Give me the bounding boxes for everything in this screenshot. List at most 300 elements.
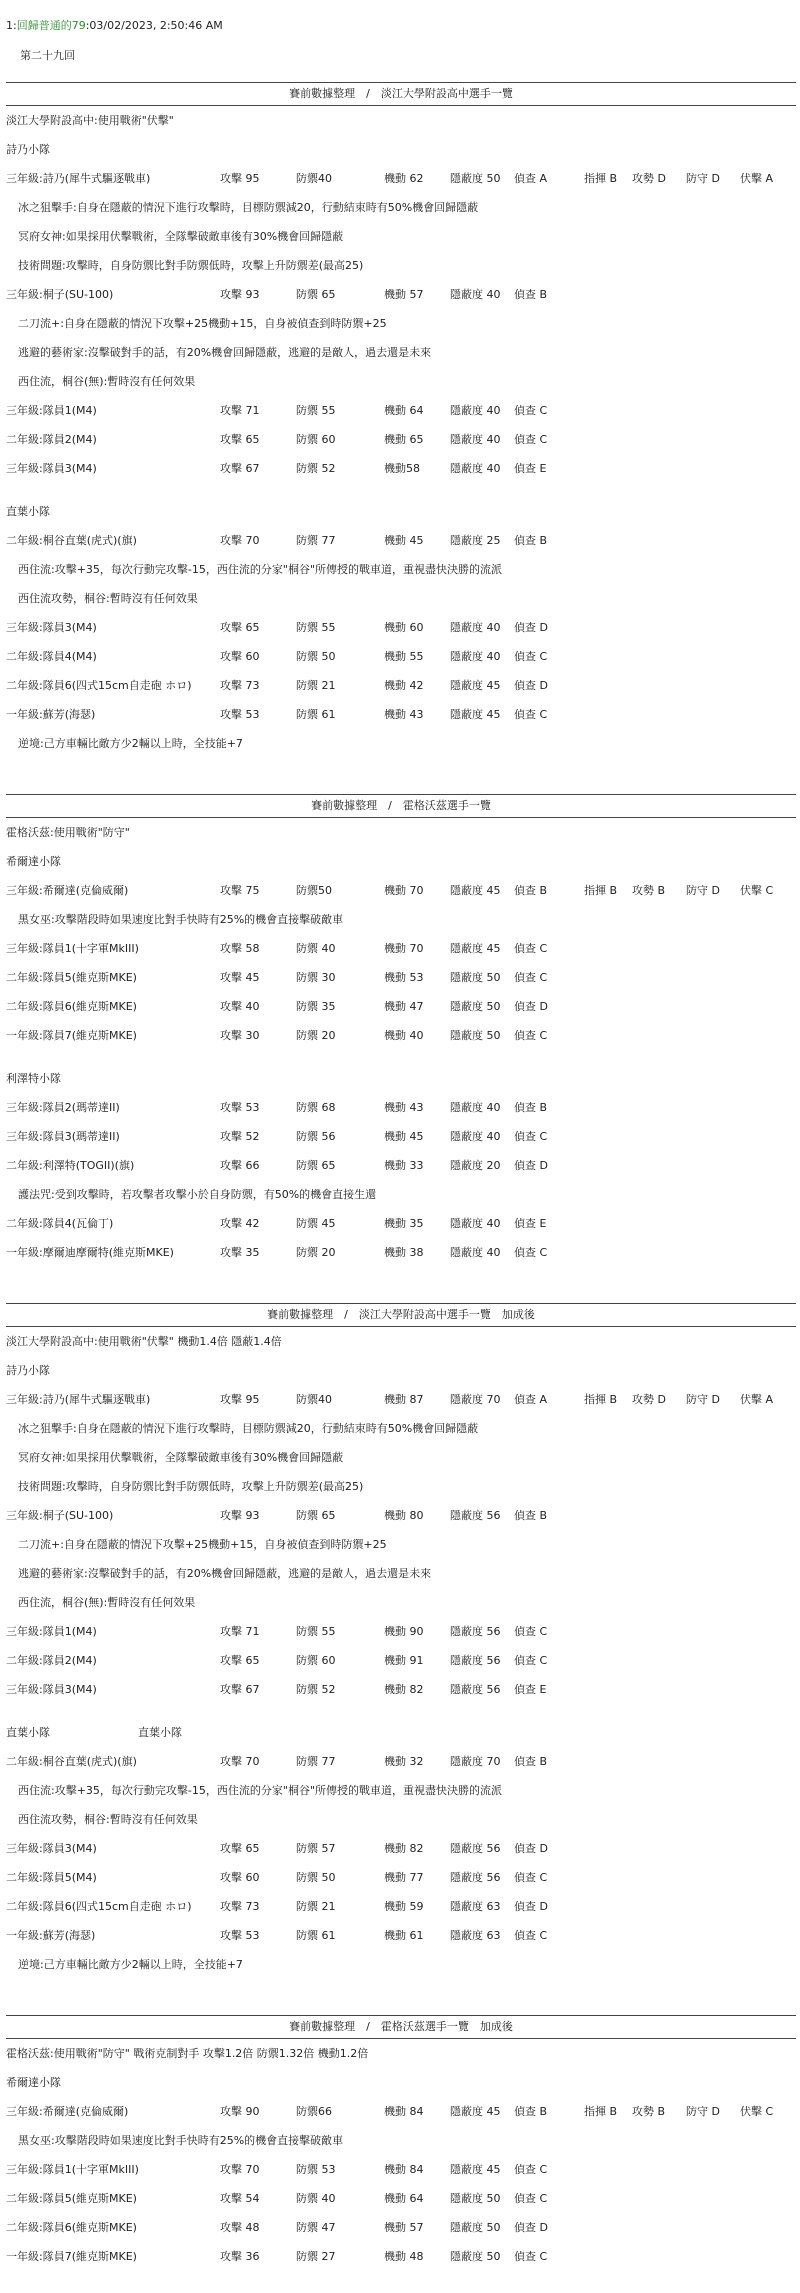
- stat-cell: 攻勢 B: [632, 884, 666, 897]
- stat-cell: 防禦 50: [296, 650, 336, 663]
- member-row: [6, 425, 796, 454]
- stat-cell: 偵查 B: [514, 884, 548, 897]
- member-name: 三年級:隊員1(十字軍MkIII): [6, 2163, 139, 2176]
- stat-cell: 攻擊 95: [220, 1393, 260, 1406]
- stat-cell: 防禦 77: [296, 1755, 336, 1768]
- member-row: [6, 526, 796, 555]
- squad-name: 詩乃小隊: [6, 143, 50, 156]
- stat-cell: 隱蔽度 45: [450, 708, 501, 721]
- stat-cell: 隱蔽度 50: [450, 1000, 501, 1013]
- stat-cell: 防禦 56: [296, 1130, 336, 1143]
- tactic-line: 霍格沃茲:使用戰術"防守": [6, 826, 130, 839]
- squad-name: 希爾達小隊: [6, 2076, 61, 2089]
- stat-cell: 防禦 27: [296, 2250, 336, 2263]
- member-name: 二年級:隊員6(四式15cm自走砲 ホロ): [6, 1900, 192, 1913]
- stat-cell: 隱蔽度 50: [450, 172, 501, 185]
- stat-cell: 攻擊 60: [220, 1871, 260, 1884]
- stat-cell: 機動 82: [384, 1842, 424, 1855]
- stat-cell: 偵查 B: [514, 1101, 548, 1114]
- stat-cell: 防禦 65: [296, 288, 336, 301]
- member-row: [6, 700, 796, 729]
- stat-cell: 偵查 C: [514, 971, 548, 984]
- member-name: 三年級:詩乃(犀牛式驅逐戰車): [6, 1393, 151, 1406]
- member-name: 三年級:隊員1(M4): [6, 404, 97, 417]
- stat-cell: 偵查 B: [514, 534, 548, 547]
- stat-cell: 機動 60: [384, 621, 424, 634]
- member-name: 三年級:詩乃(犀牛式驅逐戰車): [6, 172, 151, 185]
- stat-cell: 機動 43: [384, 708, 424, 721]
- stat-cell: 隱蔽度 20: [450, 1159, 501, 1172]
- tactic-line: 淡江大學附設高中:使用戰術"伏擊": [6, 114, 174, 127]
- stat-cell: 隱蔽度 50: [450, 2250, 501, 2263]
- stat-cell: 防禦 30: [296, 971, 336, 984]
- member-row: [6, 671, 796, 700]
- skill-note: 二刀流+:自身在隱蔽的情況下攻擊+25機動+15，自身被偵查到時防禦+25: [18, 317, 387, 330]
- member-name: 三年級:隊員3(M4): [6, 1683, 97, 1696]
- stat-cell: 防守 D: [686, 172, 720, 185]
- stat-cell: 隱蔽度 40: [450, 1217, 501, 1230]
- member-name: 三年級:隊員2(瑪蒂達II): [6, 1101, 120, 1114]
- stat-cell: 隱蔽度 63: [450, 1900, 501, 1913]
- member-name: 一年級:蘇芳(海瑟): [6, 1929, 96, 1942]
- stat-cell: 偵查 D: [514, 621, 548, 634]
- section-title: 賽前數據整理 / 淡江大學附設高中選手一覽: [6, 82, 796, 106]
- stat-cell: 機動 42: [384, 679, 424, 692]
- member-name: 三年級:隊員1(M4): [6, 1625, 97, 1638]
- member-row: [6, 1617, 796, 1646]
- stat-cell: 偵查 C: [514, 942, 548, 955]
- stat-cell: 偵查 D: [514, 1900, 548, 1913]
- member-name: 三年級:隊員3(瑪蒂達II): [6, 1130, 120, 1143]
- member-row: [6, 1209, 796, 1238]
- stat-cell: 防禦 52: [296, 462, 336, 475]
- stat-cell: 偵查 D: [514, 679, 548, 692]
- skill-note: 技術問題:攻擊時，自身防禦比對手防禦低時，攻擊上升防禦差(最高25): [18, 259, 364, 272]
- stat-cell: 伏擊 C: [740, 884, 774, 897]
- stat-cell: 機動 70: [384, 884, 424, 897]
- stat-cell: 隱蔽度 63: [450, 1929, 501, 1942]
- stat-cell: 偵查 A: [514, 172, 548, 185]
- stat-cell: 防禦 68: [296, 1101, 336, 1114]
- skill-note: 護法咒:受到攻擊時，若攻擊者攻擊小於自身防禦，有50%的機會直接生還: [18, 1188, 377, 1201]
- stat-cell: 隱蔽度 40: [450, 404, 501, 417]
- stat-cell: 攻擊 65: [220, 1654, 260, 1667]
- stat-cell: 攻擊 67: [220, 462, 260, 475]
- stat-cell: 隱蔽度 45: [450, 2163, 501, 2176]
- stat-cell: 機動 33: [384, 1159, 424, 1172]
- stat-cell: 機動 80: [384, 1509, 424, 1522]
- stat-cell: 攻擊 67: [220, 1683, 260, 1696]
- stat-cell: 隱蔽度 56: [450, 1871, 501, 1884]
- member-row: [6, 1122, 796, 1151]
- stat-cell: 攻擊 40: [220, 1000, 260, 1013]
- stat-cell: 伏擊 A: [740, 172, 774, 185]
- member-name: 二年級:隊員4(M4): [6, 650, 97, 663]
- stat-cell: 機動 59: [384, 1900, 424, 1913]
- stat-cell: 防禦 61: [296, 708, 336, 721]
- stat-cell: 隱蔽度 40: [450, 1101, 501, 1114]
- member-row: [6, 454, 796, 483]
- stat-cell: 機動 35: [384, 1217, 424, 1230]
- stat-cell: 防禦 50: [296, 1871, 336, 1884]
- stat-cell: 偵查 E: [514, 1683, 547, 1696]
- member-name: 二年級:隊員2(M4): [6, 433, 97, 446]
- stat-cell: 伏擊 C: [740, 2105, 774, 2118]
- stat-cell: 隱蔽度 56: [450, 1625, 501, 1638]
- stat-cell: 伏擊 A: [740, 1393, 774, 1406]
- member-name: 二年級:隊員4(瓦倫丁): [6, 1217, 114, 1230]
- stat-cell: 攻擊 90: [220, 2105, 260, 2118]
- stat-cell: 攻勢 D: [632, 1393, 666, 1406]
- skill-note: 黑女巫:攻擊階段時如果速度比對手快時有25%的機會直接擊破敵車: [18, 2134, 344, 2147]
- member-name: 三年級:希爾達(克倫威爾): [6, 2105, 129, 2118]
- stat-cell: 攻擊 35: [220, 1246, 260, 1259]
- member-row: [6, 963, 796, 992]
- stat-cell: 機動 90: [384, 1625, 424, 1638]
- stat-cell: 防禦 20: [296, 1246, 336, 1259]
- member-name: 二年級:隊員6(維克斯MKE): [6, 1000, 137, 1013]
- member-name: 一年級:蘇芳(海瑟): [6, 708, 96, 721]
- stat-cell: 機動 64: [384, 2192, 424, 2205]
- post-datetime: :03/02/2023, 2:50:46 AM: [85, 19, 223, 32]
- stat-cell: 機動 87: [384, 1393, 424, 1406]
- member-name: 三年級:桐子(SU-100): [6, 288, 114, 301]
- stat-cell: 隱蔽度 25: [450, 534, 501, 547]
- skill-note: 逆境:己方車輛比敵方少2輛以上時，全技能+7: [18, 1958, 243, 1971]
- member-name: 二年級:隊員2(M4): [6, 1654, 97, 1667]
- member-row: [6, 1675, 796, 1704]
- stat-cell: 偵查 C: [514, 1246, 548, 1259]
- tactic-line: 淡江大學附設高中:使用戰術"伏擊" 機動1.4倍 隱蔽1.4倍: [6, 1335, 282, 1348]
- stat-cell: 攻擊 71: [220, 404, 260, 417]
- stat-cell: 攻擊 73: [220, 1900, 260, 1913]
- stat-cell: 隱蔽度 50: [450, 971, 501, 984]
- stat-cell: 防禦40: [296, 1393, 332, 1406]
- member-name: 一年級:隊員7(維克斯MKE): [6, 1029, 137, 1042]
- stat-cell: 偵查 C: [514, 433, 548, 446]
- member-row: [6, 164, 796, 193]
- stat-cell: 防禦 21: [296, 679, 336, 692]
- skill-note: 西住流，桐谷(無):暫時沒有任何效果: [18, 375, 196, 388]
- stat-cell: 機動 45: [384, 1130, 424, 1143]
- stat-cell: 偵查 D: [514, 1159, 548, 1172]
- chapter-title: 第二十九回: [20, 49, 75, 62]
- stat-cell: 偵查 C: [514, 650, 548, 663]
- stat-cell: 隱蔽度 40: [450, 433, 501, 446]
- skill-note: 逆境:己方車輛比敵方少2輛以上時，全技能+7: [18, 737, 243, 750]
- stat-cell: 隱蔽度 40: [450, 1130, 501, 1143]
- stat-cell: 機動58: [384, 462, 420, 475]
- stat-cell: 攻擊 53: [220, 1929, 260, 1942]
- stat-cell: 隱蔽度 40: [450, 288, 501, 301]
- member-name: 二年級:桐谷直葉(虎式)(旗): [6, 534, 137, 547]
- stat-cell: 攻擊 71: [220, 1625, 260, 1638]
- stat-cell: 防禦 45: [296, 1217, 336, 1230]
- squad-name: 直葉小隊: [6, 505, 50, 518]
- member-row: [6, 876, 796, 905]
- member-name: 三年級:希爾達(克倫威爾): [6, 884, 129, 897]
- member-row: [6, 2184, 796, 2213]
- skill-note: 冰之狙擊手:自身在隱蔽的情況下進行攻擊時，目標防禦減20，行動結束時有50%機會回歸隱蔽: [18, 1422, 479, 1435]
- stat-cell: 防禦50: [296, 884, 332, 897]
- member-row: [6, 1921, 796, 1950]
- member-name: 三年級:隊員3(M4): [6, 462, 97, 475]
- stat-cell: 防禦 60: [296, 433, 336, 446]
- stat-cell: 防守 D: [686, 884, 720, 897]
- stat-cell: 機動 57: [384, 288, 424, 301]
- member-name: 三年級:隊員1(十字軍MkIII): [6, 942, 139, 955]
- stat-cell: 機動 77: [384, 1871, 424, 1884]
- stat-cell: 防守 D: [686, 2105, 720, 2118]
- stat-cell: 機動 47: [384, 1000, 424, 1013]
- stat-cell: 防禦 77: [296, 534, 336, 547]
- stat-cell: 防禦 57: [296, 1842, 336, 1855]
- member-row: [6, 992, 796, 1021]
- stat-cell: 攻擊 45: [220, 971, 260, 984]
- stat-cell: 攻擊 95: [220, 172, 260, 185]
- stat-cell: 防禦40: [296, 172, 332, 185]
- stat-cell: 機動 32: [384, 1755, 424, 1768]
- member-row: [6, 396, 796, 425]
- author-link[interactable]: 回歸普通的79: [16, 19, 86, 32]
- stat-cell: 攻擊 93: [220, 1509, 260, 1522]
- stat-cell: 偵查 E: [514, 1217, 547, 1230]
- stat-cell: 攻擊 54: [220, 2192, 260, 2205]
- member-name: 三年級:隊員3(M4): [6, 1842, 97, 1855]
- stat-cell: 攻擊 30: [220, 1029, 260, 1042]
- stat-cell: 機動 53: [384, 971, 424, 984]
- stat-cell: 隱蔽度 50: [450, 1029, 501, 1042]
- stat-cell: 機動 84: [384, 2163, 424, 2176]
- stat-cell: 攻擊 70: [220, 2163, 260, 2176]
- stat-cell: 機動 64: [384, 404, 424, 417]
- stat-cell: 防禦 20: [296, 1029, 336, 1042]
- stat-cell: 指揮 B: [584, 884, 618, 897]
- member-row: [6, 1093, 796, 1122]
- stat-cell: 隱蔽度 56: [450, 1842, 501, 1855]
- stat-cell: 攻擊 42: [220, 1217, 260, 1230]
- stat-cell: 隱蔽度 50: [450, 2192, 501, 2205]
- member-name: 一年級:摩爾迪摩爾特(維克斯MKE): [6, 1246, 174, 1259]
- stat-cell: 攻擊 52: [220, 1130, 260, 1143]
- stat-cell: 防禦 55: [296, 621, 336, 634]
- member-name: 二年級:隊員5(維克斯MKE): [6, 2192, 137, 2205]
- member-row: [6, 2213, 796, 2242]
- stat-cell: 防禦 55: [296, 404, 336, 417]
- stat-cell: 機動 65: [384, 433, 424, 446]
- stat-cell: 偵查 D: [514, 1842, 548, 1855]
- stat-cell: 偵查 C: [514, 1929, 548, 1942]
- stat-cell: 機動 61: [384, 1929, 424, 1942]
- stat-cell: 機動 82: [384, 1683, 424, 1696]
- stat-cell: 機動 91: [384, 1654, 424, 1667]
- skill-note: 黑女巫:攻擊階段時如果速度比對手快時有25%的機會直接擊破敵車: [18, 913, 344, 926]
- stat-cell: 機動 48: [384, 2250, 424, 2263]
- member-name: 二年級:隊員5(維克斯MKE): [6, 971, 137, 984]
- stat-cell: 偵查 C: [514, 404, 548, 417]
- member-row: [6, 1834, 796, 1863]
- member-row: [6, 1892, 796, 1921]
- stat-cell: 隱蔽度 40: [450, 1246, 501, 1259]
- stat-cell: 隱蔽度 70: [450, 1755, 501, 1768]
- stat-cell: 防禦 35: [296, 1000, 336, 1013]
- stat-cell: 防禦 47: [296, 2221, 336, 2234]
- stat-cell: 防禦 52: [296, 1683, 336, 1696]
- stat-cell: 偵查 B: [514, 1755, 548, 1768]
- member-row: [6, 1863, 796, 1892]
- member-name: 二年級:利澤特(TOGII)(旗): [6, 1159, 135, 1172]
- stat-cell: 攻擊 73: [220, 679, 260, 692]
- stat-cell: 攻擊 60: [220, 650, 260, 663]
- stat-cell: 機動 55: [384, 650, 424, 663]
- stat-cell: 防禦 60: [296, 1654, 336, 1667]
- member-name: 二年級:隊員6(維克斯MKE): [6, 2221, 137, 2234]
- stat-cell: 機動 70: [384, 942, 424, 955]
- stat-cell: 指揮 B: [584, 2105, 618, 2118]
- skill-note: 西住流攻勢，桐谷:暫時沒有任何效果: [18, 1813, 198, 1826]
- member-row: [6, 642, 796, 671]
- skill-note: 西住流攻勢，桐谷:暫時沒有任何效果: [18, 592, 198, 605]
- stat-cell: 防禦 61: [296, 1929, 336, 1942]
- stat-cell: 偵查 C: [514, 1029, 548, 1042]
- stat-cell: 防禦 65: [296, 1159, 336, 1172]
- stat-cell: 隱蔽度 45: [450, 884, 501, 897]
- member-row: [6, 1747, 796, 1776]
- stat-cell: 機動 43: [384, 1101, 424, 1114]
- member-row: [6, 2155, 796, 2184]
- member-name: 三年級:隊員3(M4): [6, 621, 97, 634]
- stat-cell: 偵查 D: [514, 2221, 548, 2234]
- stat-cell: 隱蔽度 56: [450, 1509, 501, 1522]
- member-row: [6, 1151, 796, 1180]
- stat-cell: 攻勢 B: [632, 2105, 666, 2118]
- stat-cell: 偵查 C: [514, 2250, 548, 2263]
- stat-cell: 偵查 C: [514, 1625, 548, 1638]
- section-spacer: [6, 1979, 796, 2001]
- stat-cell: 隱蔽度 56: [450, 1683, 501, 1696]
- member-row: [6, 280, 796, 309]
- stat-cell: 隱蔽度 56: [450, 1654, 501, 1667]
- skill-note: 西住流:攻擊+35，每次行動完攻擊-15，西住流的分家"桐谷"所傳授的戰車道，重視盡快決勝的流派: [18, 1784, 503, 1797]
- stat-cell: 指揮 B: [584, 172, 618, 185]
- stat-cell: 防禦 65: [296, 1509, 336, 1522]
- tactic-line: 霍格沃茲:使用戰術"防守" 戰術克制對手 攻擊1.2倍 防禦1.32倍 機動1.2倍: [6, 2047, 369, 2060]
- stat-cell: 機動 84: [384, 2105, 424, 2118]
- skill-note: 技術問題:攻擊時，自身防禦比對手防禦低時，攻擊上升防禦差(最高25): [18, 1480, 364, 1493]
- stat-cell: 偵查 C: [514, 1654, 548, 1667]
- stat-cell: 防守 D: [686, 1393, 720, 1406]
- stat-cell: 攻擊 65: [220, 621, 260, 634]
- stat-cell: 防禦 40: [296, 2192, 336, 2205]
- stat-cell: 攻擊 36: [220, 2250, 260, 2263]
- stat-cell: 隱蔽度 45: [450, 942, 501, 955]
- member-name: 二年級:隊員6(四式15cm自走砲 ホロ): [6, 679, 192, 692]
- skill-note: 冰之狙擊手:自身在隱蔽的情況下進行攻擊時，目標防禦減20，行動結束時有50%機會回歸隱蔽: [18, 201, 479, 214]
- stat-cell: 防禦 53: [296, 2163, 336, 2176]
- section-spacer: [6, 758, 796, 780]
- skill-note: 西住流，桐谷(無):暫時沒有任何效果: [18, 1596, 196, 1609]
- member-name: 一年級:隊員7(維克斯MKE): [6, 2250, 137, 2263]
- stat-cell: 攻擊 53: [220, 708, 260, 721]
- section-spacer: [6, 2271, 796, 2293]
- skill-note: 逃避的藝術家:沒擊破對手的話，有20%機會回歸隱蔽，逃避的是敵人，過去還是未來: [18, 1567, 432, 1580]
- member-row: [6, 613, 796, 642]
- stat-cell: 隱蔽度 70: [450, 1393, 501, 1406]
- stat-cell: 偵查 B: [514, 288, 548, 301]
- member-name: 三年級:桐子(SU-100): [6, 1509, 114, 1522]
- section-spacer: [6, 1267, 796, 1289]
- stat-cell: 攻擊 75: [220, 884, 260, 897]
- skill-note: 冥府女神:如果採用伏擊戰術，全隊擊破敵車後有30%機會回歸隱蔽: [18, 1451, 344, 1464]
- stat-cell: 隱蔽度 40: [450, 462, 501, 475]
- skill-note: 西住流:攻擊+35，每次行動完攻擊-15，西住流的分家"桐谷"所傳授的戰車道，重視盡快決勝的流派: [18, 563, 503, 576]
- stat-cell: 偵查 B: [514, 2105, 548, 2118]
- squad-name: 直葉小隊 直葉小隊: [6, 1726, 182, 1739]
- skill-note: 二刀流+:自身在隱蔽的情況下攻擊+25機動+15，自身被偵查到時防禦+25: [18, 1538, 387, 1551]
- stat-cell: 偵查 C: [514, 2192, 548, 2205]
- member-name: 二年級:隊員5(M4): [6, 1871, 97, 1884]
- stat-cell: 偵查 B: [514, 1509, 548, 1522]
- stat-cell: 偵查 C: [514, 1130, 548, 1143]
- stat-cell: 攻擊 65: [220, 433, 260, 446]
- stat-cell: 偵查 C: [514, 1871, 548, 1884]
- member-row: [6, 2097, 796, 2126]
- stat-cell: 機動 57: [384, 2221, 424, 2234]
- stat-cell: 攻擊 65: [220, 1842, 260, 1855]
- stat-cell: 機動 38: [384, 1246, 424, 1259]
- stat-cell: 攻擊 58: [220, 942, 260, 955]
- section-title: 賽前數據整理 / 霍格沃茲選手一覽: [6, 794, 796, 818]
- stat-cell: 隱蔽度 40: [450, 621, 501, 634]
- member-row: [6, 1238, 796, 1267]
- member-row: [6, 2242, 796, 2271]
- stat-cell: 偵查 E: [514, 462, 547, 475]
- stat-cell: 指揮 B: [584, 1393, 618, 1406]
- member-row: [6, 1501, 796, 1530]
- section-title: 賽前數據整理 / 霍格沃茲選手一覽 加成後: [6, 2015, 796, 2039]
- stat-cell: 防禦 21: [296, 1900, 336, 1913]
- stat-cell: 攻擊 70: [220, 1755, 260, 1768]
- member-row: [6, 934, 796, 963]
- squad-name: 詩乃小隊: [6, 1364, 50, 1377]
- squad-name: 利澤特小隊: [6, 1072, 61, 1085]
- squad-name: 希爾達小隊: [6, 855, 61, 868]
- member-row: [6, 1385, 796, 1414]
- member-name: 二年級:桐谷直葉(虎式)(旗): [6, 1755, 137, 1768]
- stat-cell: 偵查 A: [514, 1393, 548, 1406]
- post-header: [6, 18, 796, 34]
- stat-cell: 機動 45: [384, 534, 424, 547]
- stat-cell: 偵查 D: [514, 1000, 548, 1013]
- member-row: [6, 1021, 796, 1050]
- stat-cell: 攻擊 66: [220, 1159, 260, 1172]
- stat-cell: 偵查 C: [514, 708, 548, 721]
- stat-cell: 攻擊 48: [220, 2221, 260, 2234]
- section-title: 賽前數據整理 / 淡江大學附設高中選手一覽 加成後: [6, 1303, 796, 1327]
- stat-cell: 攻擊 53: [220, 1101, 260, 1114]
- stat-cell: 防禦 40: [296, 942, 336, 955]
- skill-note: 逃避的藝術家:沒擊破對手的話，有20%機會回歸隱蔽，逃避的是敵人，過去還是未來: [18, 346, 432, 359]
- stat-cell: 攻勢 D: [632, 172, 666, 185]
- stat-cell: 隱蔽度 40: [450, 650, 501, 663]
- stat-cell: 機動 40: [384, 1029, 424, 1042]
- stat-cell: 攻擊 93: [220, 288, 260, 301]
- stat-cell: 偵查 C: [514, 2163, 548, 2176]
- stat-cell: 隱蔽度 50: [450, 2221, 501, 2234]
- member-row: [6, 1646, 796, 1675]
- skill-note: 冥府女神:如果採用伏擊戰術，全隊擊破敵車後有30%機會回歸隱蔽: [18, 230, 344, 243]
- sections-container: [6, 82, 796, 2293]
